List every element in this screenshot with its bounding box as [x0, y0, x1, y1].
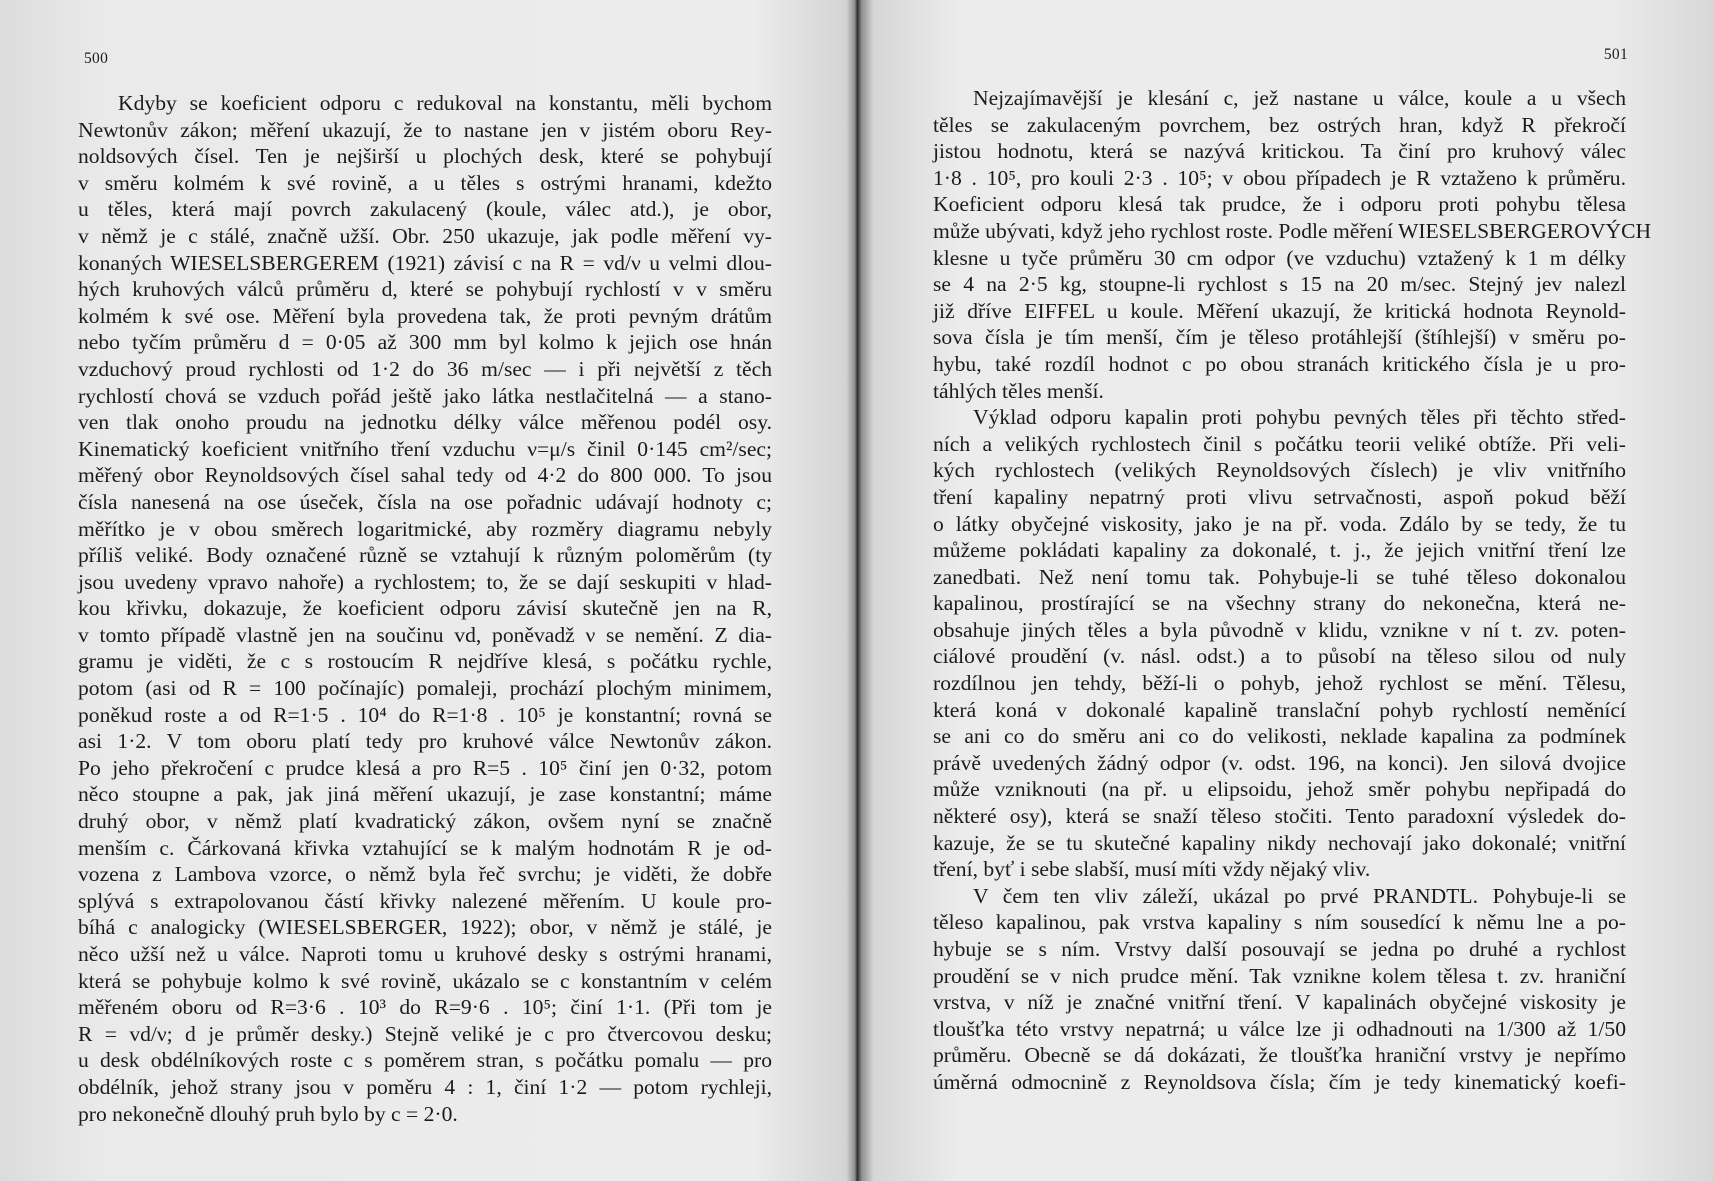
- text-line: zanedbati. Než není tomu tak. Pohybuje-li se tuhé těleso dokonalou: [933, 564, 1626, 589]
- text-line: menším c. Čárkovaná křivka vztahující se k malým hodnotám R je od-: [78, 835, 772, 860]
- text-line: asi 1·2. V tom oboru platí tedy pro kruhové válce Newtonův zákon.: [78, 729, 772, 754]
- text-line: se ani co do směru ani co do velikosti, neklade kapalina za podmínek: [933, 724, 1626, 749]
- text-line: kou křivku, dokazuje, že koeficient odporu závisí skutečně jen na R,: [78, 596, 772, 621]
- text-line: ních a velikých rychlostech činil s počátku teorii veliké obtíže. Při veli-: [933, 431, 1626, 456]
- text-line: jistou hodnotu, která se nazývá kritickou. Ta činí pro kruhový válec: [933, 139, 1626, 164]
- text-line: může ubývati, když jeho rychlost roste. Podle měření WIESELSBERGEROVÝCH: [933, 218, 1652, 243]
- text-line: měřítko je v obou směrech logaritmické, aby rozměry diagramu nebyly: [78, 516, 772, 541]
- text-line: potom (asi od R = 100 počínajíc) pomaleji, prochází plochým minimem,: [78, 676, 772, 701]
- text-line: V čem ten vliv záleží, ukázal po prvé PRANDTL. Pohybuje-li se: [973, 883, 1626, 908]
- text-line: Po jeho překročení c prudce klesá a pro R=5 . 10⁵ činí jen 0·32, potom: [78, 755, 772, 780]
- text-line: která se pohybuje kolmo k své rovině, ukázalo se c konstantním v celém: [78, 968, 772, 993]
- text-line: kapalinou, prostírající se na všechny strany do nekonečna, která ne-: [933, 591, 1626, 616]
- text-line: již dříve EIFFEL u koule. Měření ukazují, že kritická hodnota Reynold-: [933, 298, 1626, 323]
- text-line: Nejzajímavější je klesání c, jež nastane u válce, koule a u všech: [973, 86, 1626, 110]
- text-line: měřený obor Reynoldsových čísel sahal tedy od 4·2 do 800 000. To jsou: [78, 463, 772, 488]
- text-line: měřeném oboru od R=3·6 . 10³ do R=9·6 . 10⁵; činí 1·1. (Při tom je: [78, 995, 772, 1020]
- text-line: táhlých těles menší.: [933, 378, 1104, 403]
- text-line: Kdyby se koeficient odporu c redukoval na konstantu, měli bychom: [118, 91, 772, 115]
- text-line: poněkud roste a od R=1·5 . 10⁴ do R=1·8 . 10⁵ je konstantní; rovná se: [78, 702, 772, 727]
- text-line: sova čísla je tím menší, čím je těleso protáhlejší (štíhlejší) v směru po-: [933, 325, 1626, 350]
- text-line: u desk obdélníkových roste c s poměrem stran, s počátku pomalu — pro: [78, 1048, 772, 1073]
- text-line: právě uvedených žádný odpor (v. odst. 196, na konci). Jen silová dvojice: [933, 750, 1626, 775]
- text-line: rozdílnou jen tehdy, běží-li o pohyb, jehož rychlost se mění. Tělesu,: [933, 671, 1626, 696]
- text-line: splývá s extrapolovanou částí křivky nalezené měřením. U koule pro-: [78, 888, 772, 913]
- text-line: vozena z Lambova vzorce, o němž byla řeč svrchu; je viděti, že dobře: [78, 862, 772, 887]
- text-line: něco stoupne a pak, jak jiná měření ukazují, je zase konstantní; máme: [78, 782, 772, 807]
- text-line: u těles, která mají povrch zakulacený (koule, válec atd.), je obor,: [78, 197, 772, 222]
- text-line: můžeme pokládati kapaliny za dokonalé, t. j., že jejich vnitřní tření lze: [933, 538, 1626, 563]
- text-line: klesne u tyče průměru 30 cm odpor (ve vzduchu) vztažený k 1 m délky: [933, 245, 1626, 270]
- text-line: se 4 na 2·5 kg, stoupne-li rychlost s 15 na 20 m/sec. Stejný jev nalezl: [933, 272, 1626, 297]
- text-line: kazuje, že se tu skutečné kapaliny nikdy nechovají jako dokonalé; vnitřní: [933, 830, 1626, 855]
- text-line: 1·8 . 10⁵, pro kouli 2·3 . 10⁵; v obou případech je R vztaženo k průměru.: [933, 165, 1626, 190]
- left-page: [0, 0, 850, 1181]
- text-line: některé osy), která se snaží těleso stočiti. Tento paradoxní výsledek do-: [933, 804, 1626, 829]
- text-line: Výklad odporu kapalin proti pohybu pevných těles při těchto střed-: [973, 405, 1626, 430]
- left-text-block: [78, 90, 772, 1127]
- text-line: bíhá c analogicky (WIESELSBERGER, 1922); obor, v němž je stálé, je: [78, 915, 772, 940]
- text-line: v němž je c stálé, značně užší. Obr. 250 ukazuje, jak podle měření vy-: [78, 223, 772, 248]
- text-line: tření, byť i sebe slabší, musí míti vždy nějaký vliv.: [933, 857, 1371, 882]
- text-line: ven tlak onoho proudu na jednotku délky válce měřenou podél osy.: [78, 410, 772, 435]
- text-line: tloušťka této vrstvy nepatrná; u válce lze ji odhadnouti na 1/300 až 1/50: [933, 1016, 1626, 1041]
- text-line: proudění se v nich prudce mění. Tak vznikne kolem tělesa t. zv. hraniční: [933, 963, 1626, 988]
- text-line: něco užší než u válce. Naproti tomu u kruhové desky s ostrými hranami,: [78, 942, 772, 966]
- right-page: [858, 0, 1713, 1181]
- text-line: noldsových čísel. Ten je nejširší u plochých desk, které se pohybují: [78, 144, 772, 169]
- text-line: obsahuje jiných těles a byla původně v klidu, vznikne v ní t. zv. poten-: [933, 617, 1626, 642]
- text-line: nebo tyčím průměru d = 0·05 až 300 mm byl kolmo k jejich ose hnán: [78, 330, 772, 355]
- text-line: příliš veliké. Body označené různě se vztahují k různým poloměrům (ty: [78, 543, 772, 568]
- text-line: R = vd/ν; d je průměr desky.) Stejně veliké je c pro čtvercovou desku;: [78, 1021, 772, 1046]
- text-line: konaných WIESELSBERGEREM (1921) závisí c na R = vd/ν u velmi dlou-: [78, 250, 772, 275]
- text-line: kolmém k své ose. Měření byla provedena tak, že proti pevným drátům: [78, 303, 772, 328]
- text-line: Kinematický koeficient vnitřního tření vzduchu ν=μ/s činil 0·145 cm²/sec;: [78, 436, 772, 461]
- text-line: tření kapaliny nepatrný proti vlivu setrvačnosti, aspoň pokud běží: [933, 484, 1626, 509]
- text-line: průměru. Obecně se dá dokázati, že tloušťka hraniční vrstvy je nepřímo: [933, 1043, 1626, 1068]
- text-line: hých kruhových válců průměru d, které se pohybují rychlostí v v směru: [78, 277, 772, 302]
- text-line: druhý obor, v němž platí kvadratický zákon, ovšem nyní se značně: [78, 809, 772, 834]
- right-text-block: [933, 85, 1652, 1096]
- text-line: těleso kapalinou, pak vrstva kapaliny s ním sousedící k němu lne a po-: [933, 910, 1626, 935]
- text-line: obdélník, jehož strany jsou v poměru 4 : 1, činí 1·2 — potom rychleji,: [78, 1074, 772, 1099]
- text-line: o látky obyčejné viskosity, jako je na př. voda. Zdálo by se tedy, že tu: [933, 511, 1626, 536]
- text-line: Koeficient odporu klesá tak prudce, že i odporu proti pohybu tělesa: [933, 192, 1626, 217]
- text-line: vzduchový proud rychlosti od 1·2 do 36 m/sec — i při největší z těch: [78, 356, 772, 381]
- text-line: ciálové proudění (v. násl. odst.) a to působí na těleso silou od nuly: [933, 644, 1626, 669]
- text-line: jsou uvedeny vpravo nahoře) a rychlostem; to, že se dají seskupiti v hlad-: [78, 569, 772, 594]
- text-line: vrstva, v níž je značné vnitřní tření. V kapalinách obyčejné viskosity je: [933, 990, 1626, 1015]
- text-line: těles se zakulaceným povrchem, bez ostrých hran, když R překročí: [933, 112, 1626, 137]
- text-line: hybu, také rozdíl hodnot c po obou stranách kritického čísla je u pro-: [933, 351, 1626, 376]
- text-line: čísla nanesená na ose úseček, čísla na ose pořadnic udávají hodnoty c;: [78, 489, 772, 514]
- text-line: gramu je viděti, že c s rostoucím R nejdříve klesá, s počátku rychle,: [78, 649, 772, 674]
- text-line: která koná v dokonalé kapalině translační pohyb rychlostí neměnící: [933, 697, 1626, 722]
- text-line: pro nekonečně dlouhý pruh bylo by c = 2·0.: [78, 1101, 458, 1126]
- page-number-right: 501: [1603, 46, 1628, 63]
- text-line: v tomto případě vlastně jen na součinu vd, poněvadž ν se nemění. Z dia-: [78, 622, 772, 647]
- text-line: v směru kolmém k své rovině, a u těles s ostrými hranami, kdežto: [78, 170, 772, 195]
- page-number-left: 500: [84, 50, 109, 67]
- text-line: rychlostí chová se vzduch pořád ještě jako látka nestlačitelná — a stano-: [78, 383, 772, 408]
- text-line: Newtonův zákon; měření ukazují, že to nastane jen v jistém oboru Rey-: [78, 117, 772, 142]
- text-line: může vzniknouti (na př. u elipsoidu, jehož směr pohybu nepřipadá do: [933, 777, 1626, 802]
- text-line: kých rychlostech (velikých Reynoldsových číslech) je vliv vnitřního: [933, 458, 1626, 483]
- text-line: hybuje se s ním. Vrstvy další posouvají se jedna po druhé a rychlost: [933, 937, 1626, 961]
- text-line: úměrná odmocnině z Reynoldsova čísla; čím je tedy kinematický koefi-: [933, 1069, 1626, 1094]
